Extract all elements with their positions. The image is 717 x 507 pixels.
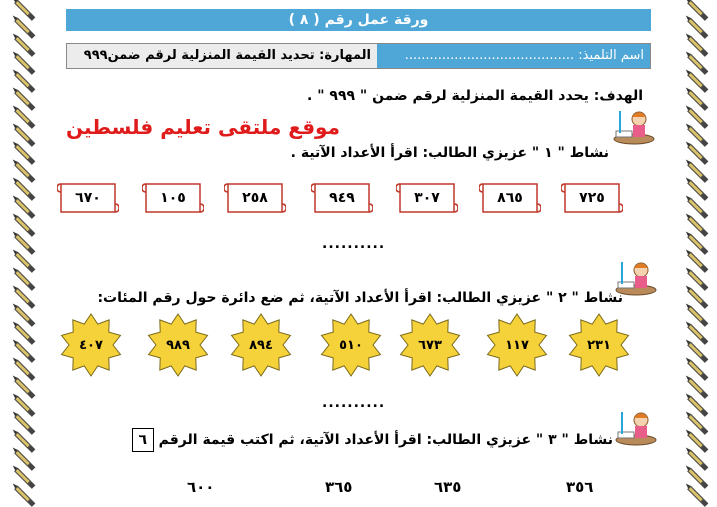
goal-text: الهدف: يحدد القيمة المنزلية لرقم ضمن " ٩٩٩ " . — [307, 88, 643, 104]
star-number: ٨٩٤ — [249, 337, 273, 353]
separator-dots: .......... — [322, 395, 386, 411]
number-scroll — [396, 180, 458, 216]
scroll-number: ٣٠٧ — [414, 190, 440, 206]
number-scroll — [142, 180, 204, 216]
star-number: ٦٧٣ — [418, 337, 442, 353]
activity3-number: ٣٥٦ — [566, 478, 594, 496]
student-name-label: اسم التلميذ: ......................................... — [375, 44, 650, 68]
girl-writing-icon — [612, 408, 658, 446]
activity3-number: ٦٣٥ — [434, 478, 462, 496]
number-scroll — [224, 180, 286, 216]
worksheet-title: ورقة عمل رقم ( ٨ ) — [66, 9, 651, 31]
scroll-number: ١٠٥ — [160, 190, 186, 206]
activity3-label — [132, 428, 613, 452]
scroll-number: ٢٥٨ — [242, 190, 268, 206]
star-number: ٢٣١ — [587, 337, 611, 353]
scroll-number: ٧٢٥ — [579, 190, 605, 206]
star-number: ٩٨٩ — [166, 337, 190, 353]
scroll-number: ٦٧٠ — [75, 190, 101, 206]
activity3-text: نشاط " ٣ " عزيزي الطالب: اقرأ الأعداد الآتية، ثم اكتب قيمة الرقم — [158, 432, 613, 448]
number-star — [397, 313, 463, 377]
activity3-number: ٦٠٠ — [187, 478, 215, 496]
site-name: موقع ملتقى تعليم فلسطين — [66, 115, 340, 139]
number-scroll — [561, 180, 623, 216]
number-scroll — [311, 180, 373, 216]
number-star — [228, 313, 294, 377]
activity3-number: ٣٦٥ — [325, 478, 353, 496]
number-scroll — [479, 180, 541, 216]
star-number: ١١٧ — [505, 337, 529, 353]
activity2-label: نشاط " ٢ " عزيزي الطالب: اقرأ الأعداد الآتية، ثم ضع دائرة حول رقم المئات: — [97, 290, 623, 306]
skill-label: المهارة: تحديد القيمة المنزلية لرقم ضمن٩٩٩ — [67, 44, 377, 68]
number-star — [318, 313, 384, 377]
number-star — [566, 313, 632, 377]
activity1-label: نشاط " ١ " عزيزي الطالب: اقرأ الأعداد الآتية . — [290, 145, 609, 161]
number-star — [58, 313, 124, 377]
number-star — [484, 313, 550, 377]
left-pencil-border — [0, 0, 44, 500]
number-scroll — [57, 180, 119, 216]
star-number: ٥١٠ — [339, 337, 363, 353]
right-pencil-border — [673, 0, 717, 500]
number-star — [145, 313, 211, 377]
scroll-number: ٨٦٥ — [497, 190, 523, 206]
info-row — [66, 43, 651, 69]
star-number: ٤٠٧ — [79, 337, 103, 353]
separator-dots: .......... — [322, 236, 386, 252]
scroll-number: ٩٤٩ — [329, 190, 355, 206]
girl-writing-icon — [610, 107, 656, 145]
target-digit-box: ٦ — [132, 428, 154, 452]
